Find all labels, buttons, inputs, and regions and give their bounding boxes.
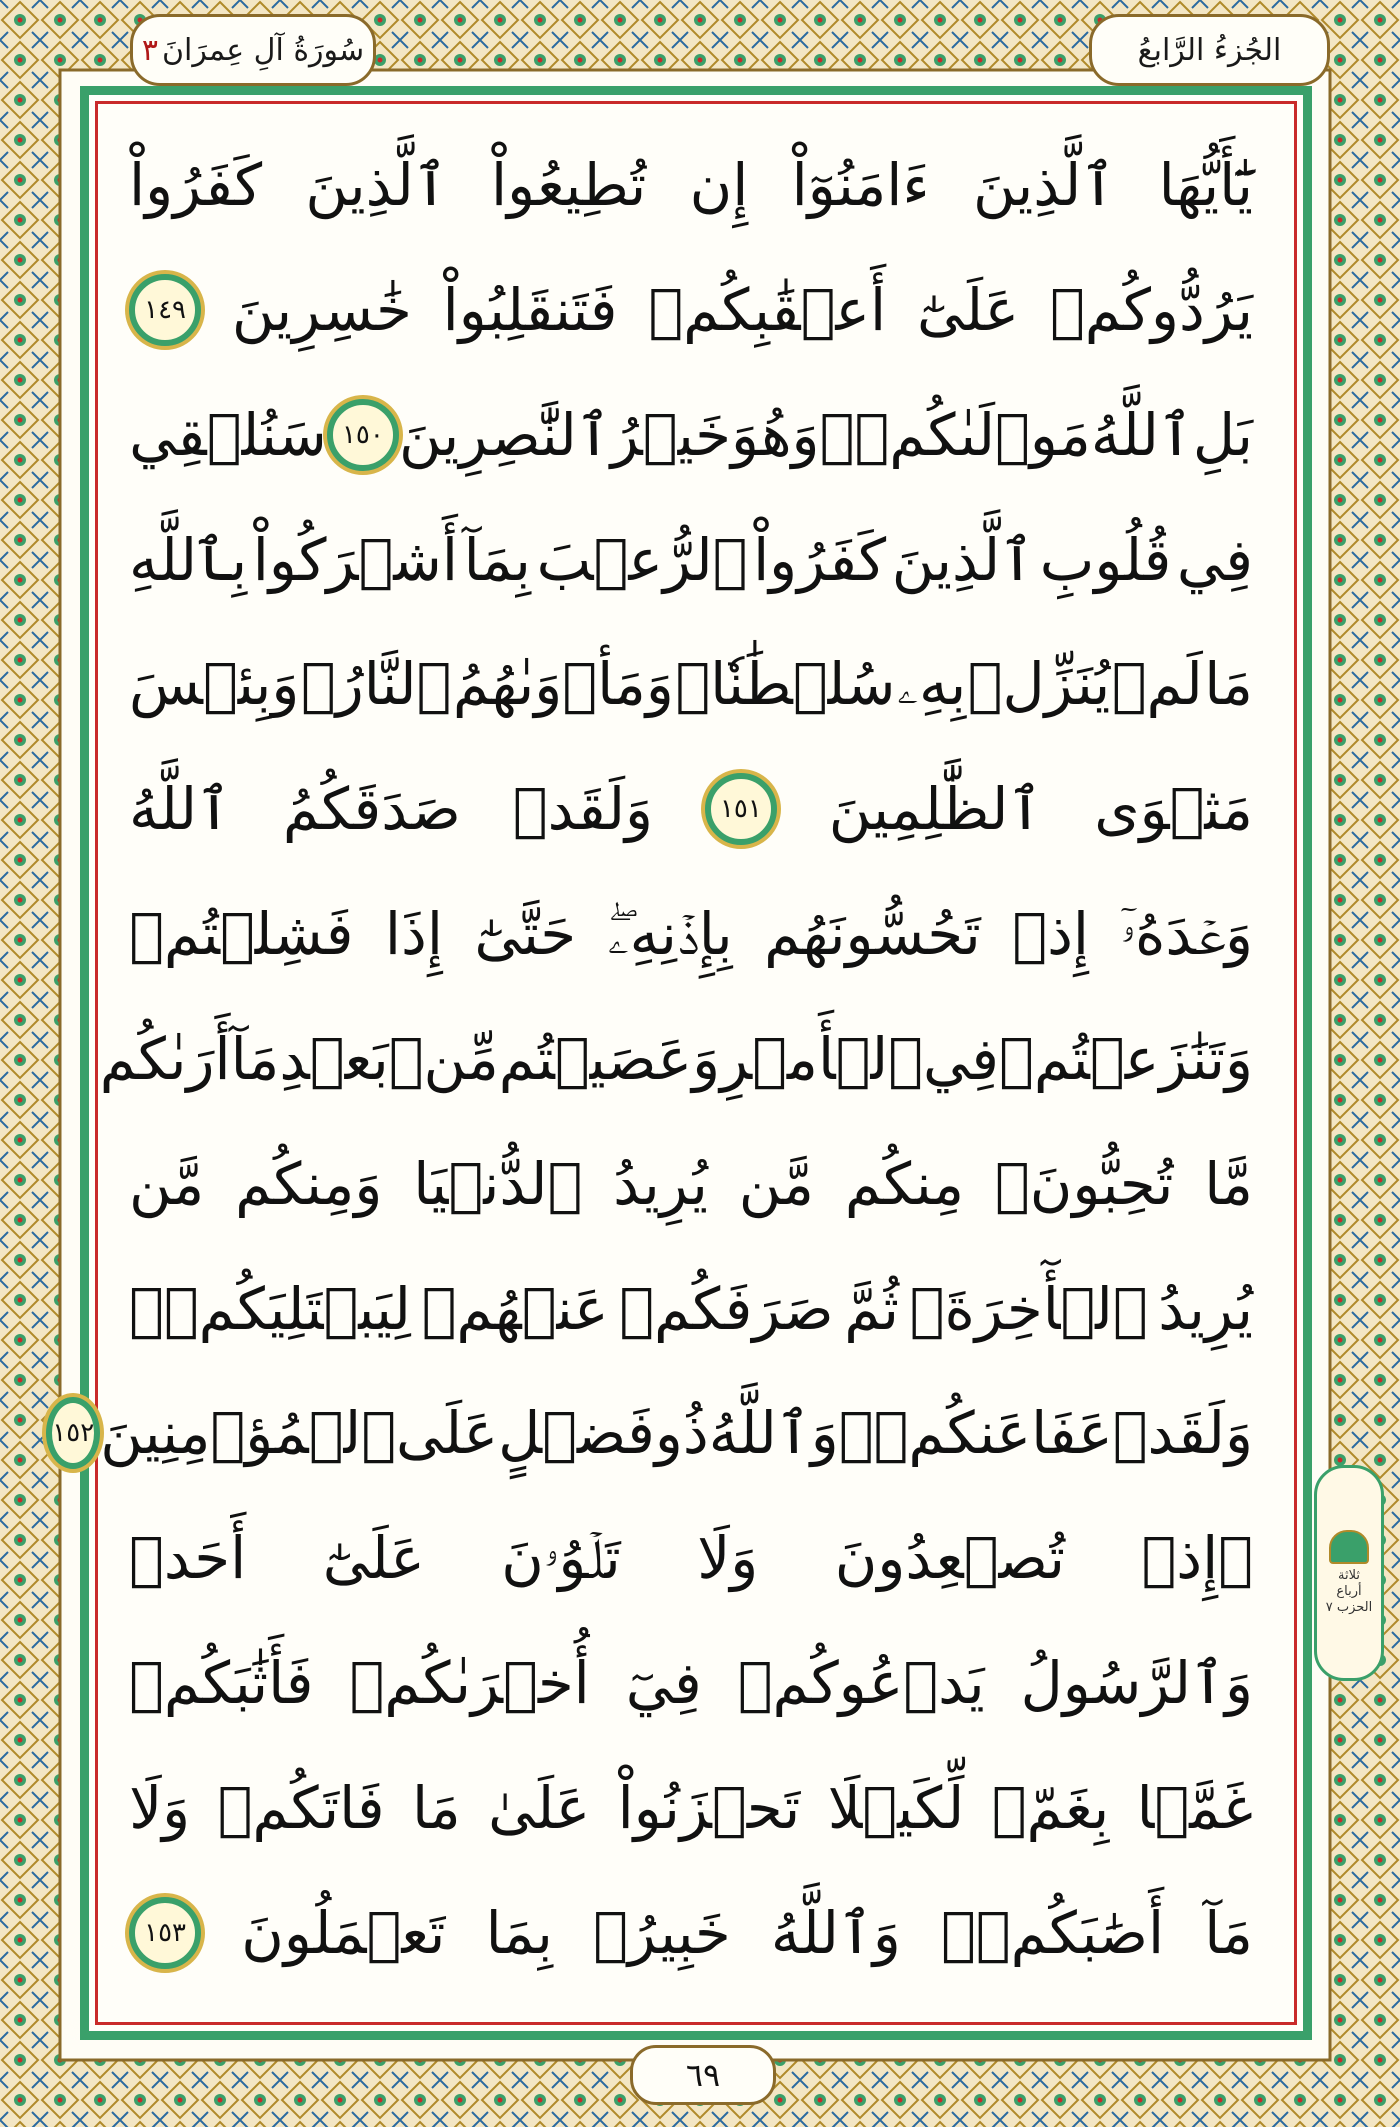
word: فِي — [1176, 525, 1253, 594]
text-line — [129, 1508, 1253, 1608]
word: عَلَىٰٓ — [917, 275, 1020, 344]
word: بِٱللَّهِ — [129, 525, 248, 594]
word: لِيَبۡتَلِيَكُمۡۖ — [129, 1274, 411, 1343]
page-number-box — [630, 2045, 776, 2105]
word: ۞إِذۡ — [1141, 1524, 1253, 1593]
word: وَٱللَّهُ — [770, 1898, 901, 1967]
word: خَبِيرُۢ — [593, 1898, 731, 1967]
word: عَلَى — [396, 1399, 499, 1468]
word: لِّكَيۡلَا — [827, 1773, 965, 1842]
word: وَٱللَّهُ — [708, 1399, 839, 1468]
word: عَلَىٰٓ — [322, 1524, 425, 1593]
word: وَبِئۡسَ — [129, 650, 300, 719]
text-line — [129, 1633, 1253, 1733]
word: ٱلنَّٰصِرِينَ — [398, 400, 611, 469]
text-line — [129, 884, 1253, 984]
word: يُرِيدُ — [613, 1149, 708, 1218]
word: ٱللَّهُ — [1090, 400, 1193, 469]
word: مَآ — [230, 1024, 280, 1093]
text-line — [129, 1134, 1253, 1234]
word: كَفَرُواْ — [753, 525, 887, 594]
word: عَنۡهُمۡ — [421, 1274, 609, 1343]
word: عَفَا — [1031, 1399, 1113, 1468]
hizb-dome-icon — [1329, 1530, 1369, 1564]
word: حَتَّىٰٓ — [474, 900, 577, 969]
surah-number: ٣ — [141, 32, 158, 68]
word: وَمِنكُم — [235, 1149, 383, 1218]
word: وَعۡدَهُۥٓ — [1120, 900, 1253, 969]
word: فِي — [922, 1024, 1000, 1093]
word: إِذۡ — [1012, 900, 1090, 969]
word: سَنُلۡقِي — [129, 400, 327, 469]
word: وَتَنَٰزَعۡتُمۡ — [999, 1024, 1253, 1093]
word: أَصَٰبَكُمۡۗ — [941, 1898, 1165, 1967]
word: ذُو — [654, 1399, 709, 1468]
word: أَشۡرَكُواْ — [252, 525, 458, 594]
word: ٱلۡأَمۡرِ — [720, 1024, 923, 1093]
text-line — [129, 135, 1253, 235]
word: بِهِۦ — [896, 650, 967, 719]
text-line — [129, 759, 1253, 859]
text-line — [129, 260, 1253, 360]
word: عَلَىٰ — [488, 1773, 591, 1842]
text-line — [129, 510, 1253, 610]
word: ٱلظَّٰلِمِينَ — [828, 775, 1043, 844]
word: خَٰسِرِينَ — [231, 275, 412, 344]
word: ٱلَّذِينَ — [305, 151, 448, 219]
word: فَتَنقَلِبُواْ — [442, 275, 618, 344]
text-line — [129, 1758, 1253, 1858]
text-line — [129, 634, 1253, 734]
word: ٱلۡأٓخِرَةَۚ — [909, 1274, 1148, 1343]
word: يُرِيدُ — [1158, 1274, 1253, 1343]
word: وَلَقَدۡ — [1112, 1399, 1253, 1468]
text-line — [99, 1009, 1253, 1109]
word: غَمَّۢا — [1136, 1773, 1253, 1842]
ayah-number-marker: ١٥٢ — [46, 1397, 100, 1469]
word: فَضۡلٍ — [498, 1399, 655, 1468]
word: وَعَصَيۡتُم — [498, 1024, 721, 1093]
word: وَهُوَ — [731, 400, 820, 469]
word: إِن — [689, 151, 749, 219]
word: ٱلَّذِينَ — [891, 525, 1035, 594]
hizb-marker — [1314, 1465, 1384, 1681]
juz-label: الجُزءُ الرَّابعُ — [1137, 32, 1282, 68]
surah-label-box — [130, 14, 376, 86]
word: ثُمَّ — [844, 1274, 900, 1343]
ayah-number-marker: ١٥٠ — [327, 399, 399, 471]
word: خَيۡرُ — [610, 400, 731, 469]
word: فَأَثَٰبَكُمۡ — [129, 1649, 314, 1718]
word: تَحۡزَنُواْ — [617, 1773, 801, 1842]
word: ٱلدُّنۡيَا — [413, 1149, 583, 1218]
word: تَحُسُّونَهُم — [764, 900, 981, 969]
hizb-label: ثلاثة أرباع الحزب ٧ — [1325, 1568, 1373, 1615]
word: وَلَا — [697, 1524, 759, 1593]
word: إِذَا — [384, 900, 443, 969]
word: تَلۡوُۥنَ — [501, 1524, 621, 1593]
word: مَّن — [129, 1149, 205, 1218]
juz-label-box — [1089, 14, 1330, 86]
word: مَا — [1204, 650, 1253, 719]
word: كَفَرُواْ — [129, 151, 263, 219]
word: لَمۡ — [1111, 650, 1203, 719]
word: صَدَقَكُمُ — [282, 775, 461, 844]
word: بَعۡدِ — [279, 1024, 389, 1093]
ayah-number-marker: ١٥٣ — [129, 1897, 201, 1969]
word: أَرَىٰكُم — [99, 1024, 231, 1093]
word: تُحِبُّونَۚ — [994, 1149, 1174, 1218]
text-line — [52, 1383, 1253, 1483]
word: ٱلنَّارُۖ — [300, 650, 452, 719]
word: أَحَدٖ — [129, 1524, 247, 1593]
word: مَّا — [1204, 1149, 1253, 1218]
word: وَمَأۡوَىٰهُمُ — [452, 650, 674, 719]
word: فَشِلۡتُمۡ — [129, 900, 354, 969]
text-line — [129, 1883, 1253, 1983]
word: ٱلَّذِينَ — [972, 151, 1116, 219]
word: بِغَمّٖ — [991, 1773, 1110, 1842]
word: مِنكُم — [844, 1149, 965, 1218]
word: مَوۡلَىٰكُمۡۖ — [819, 400, 1091, 469]
word: فَاتَكُمۡ — [217, 1773, 385, 1842]
word: وَلَقَدۡ — [512, 775, 654, 844]
word: ٱلۡمُؤۡمِنِينَ — [100, 1399, 396, 1468]
word: وَٱلرَّسُولُ — [1020, 1649, 1253, 1718]
word: بِمَآ — [463, 525, 531, 594]
word: مَّن — [738, 1149, 814, 1218]
word: بِمَا — [485, 1898, 553, 1967]
word: أَعۡقَٰبِكُمۡ — [648, 275, 887, 344]
word: تُطِيعُواْ — [491, 151, 647, 219]
word: بِإِذۡنِهِۦۖ — [607, 900, 733, 969]
word: فِيٓ — [625, 1649, 702, 1718]
word: يَرُدُّوكُمۡ — [1050, 275, 1253, 344]
text-line — [129, 1259, 1253, 1359]
word: مِّنۢ — [388, 1024, 499, 1093]
word: وَلَا — [129, 1773, 191, 1842]
verse-text-area — [52, 135, 1253, 1983]
word: ءَامَنُوٓاْ — [791, 151, 930, 219]
ayah-number-marker: ١٤٩ — [129, 274, 201, 346]
word: أُخۡرَىٰكُمۡ — [349, 1649, 590, 1718]
ayah-number-marker: ١٥١ — [705, 773, 777, 845]
surah-label: سُورَةُ آلِ عِمرَانَ — [161, 32, 365, 68]
text-panel — [52, 86, 1312, 2040]
word: يَدۡعُوكُمۡ — [737, 1649, 985, 1718]
word: قُلُوبِ — [1039, 525, 1172, 594]
word: صَرَفَكُمۡ — [619, 1274, 834, 1343]
word: ٱلرُّعۡبَ — [536, 525, 748, 594]
word: يَٰٓأَيُّهَا — [1158, 151, 1253, 219]
word: بَلِ — [1192, 400, 1253, 469]
text-line — [129, 385, 1253, 485]
word: مَا — [411, 1773, 461, 1842]
word: ٱللَّهُ — [129, 775, 231, 844]
word: سُلۡطَٰنٗاۖ — [675, 650, 896, 719]
word: مَثۡوَى — [1094, 775, 1253, 844]
word: يُنَزِّلۡ — [967, 650, 1111, 719]
page-number: ٦٩ — [685, 2056, 721, 2094]
word: مَآ — [1204, 1898, 1253, 1967]
word: تَعۡمَلُونَ — [241, 1898, 446, 1967]
word: تُصۡعِدُونَ — [834, 1524, 1065, 1593]
word: عَنكُمۡۗ — [838, 1399, 1032, 1468]
